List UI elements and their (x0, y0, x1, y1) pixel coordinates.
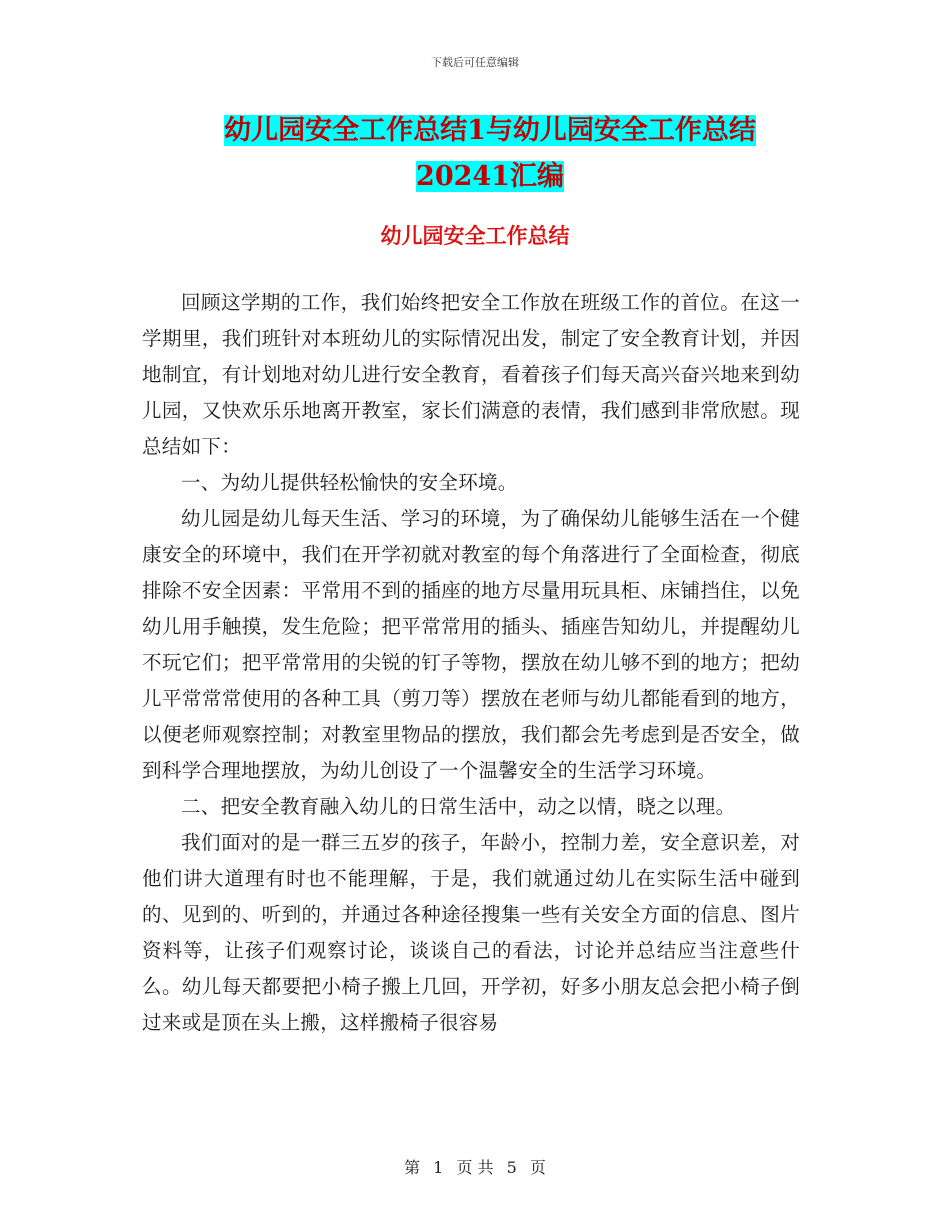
page-footer (0, 1155, 950, 1178)
document-title-text: 幼儿园安全工作总结1与幼儿园安全工作总结20241汇编 (224, 115, 756, 192)
document-title (180, 108, 800, 200)
paragraph-daily-life: 我们面对的是一群三五岁的孩子，年龄小，控制力差，安全意识差，对他们讲大道理有时也不能理解，于是，我们就通过幼儿在实际生活中碰到的、见到的、听到的，并通过各种途径搜集一些有关安全方面的信息、图片资料等，让孩子们观察讨论，谈谈自己的看法，讨论并总结应当注意些什么。幼儿每天都要把小椅子搬上几回，开学初，好多小朋友总会把小椅子倒过来或是顶在头上搬，这样搬椅子很容易 (142, 831, 800, 1034)
section-heading: 幼儿园安全工作总结 (380, 223, 570, 248)
footer-total-pages: 5 (506, 1158, 517, 1177)
footer-current-page: 1 (433, 1158, 444, 1177)
paragraph-heading-2: 二、把安全教育融入幼儿的日常生活中，动之以情，晓之以理。 (181, 795, 736, 818)
footer-suffix: 页 (529, 1158, 546, 1177)
paragraph-environment: 幼儿园是幼儿每天生活、学习的环境，为了确保幼儿能够生活在一个健康安全的环境中，我们在开学初就对教室的每个角落进行了全面检查，彻底排除不安全因素：平常用不到的插座的地方尽量用玩具柜、床铺挡住，以免幼儿用手触摸，发生危险；把平常常用的插头、插座告知幼儿，并提醒幼儿不玩它们；把平常常用的尖锐的钉子等物，摆放在幼儿够不到的地方；把幼儿平常常常使用的各种工具（剪刀等）摆放在老师与幼儿都能看到的地方，以便老师观察控制；对教室里物品的摆放，我们都会先考虑到是否安全，做到科学合理地摆放，为幼儿创设了一个温馨安全的生活学习环境。 (142, 507, 800, 782)
footer-middle: 页 共 (456, 1158, 494, 1177)
header-note: 下载后可任意编辑 (431, 56, 519, 69)
paragraph-heading-1: 一、为幼儿提供轻松愉快的安全环境。 (181, 471, 518, 494)
paragraph-intro: 回顾这学期的工作，我们始终把安全工作放在班级工作的首位。在这一学期里，我们班针对本班幼儿的实际情况出发，制定了安全教育计划，并因地制宜，有计划地对幼儿进行安全教育，看着孩子们每天高兴奋兴地来到幼儿园，又快欢乐乐地离开教室，家长们满意的表情，我们感到非常欣慰。现总结如下： (142, 291, 800, 458)
footer-prefix: 第 (404, 1158, 421, 1177)
body-text (142, 285, 800, 1041)
